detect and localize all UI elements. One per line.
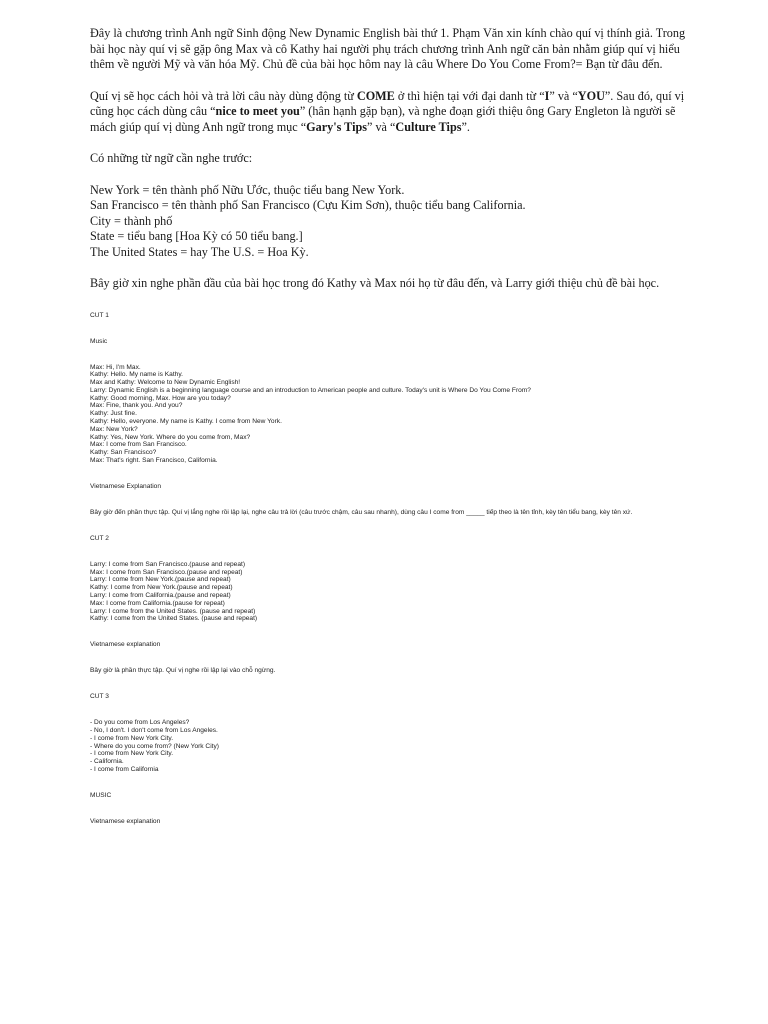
dialogue-line: - Do you come from Los Angeles?: [90, 719, 190, 727]
cut2-vietnamese-text: Bây giờ là phần thực tập. Quí vị nghe rồi lập lại vào chỗ ngừng.: [90, 667, 276, 675]
cut3-dialogue: [90, 719, 690, 774]
keyword-nice-to-meet-you: nice to meet you: [215, 104, 300, 118]
goals-text-k: ” và “: [367, 119, 396, 134]
dialogue-line: Larry: Dynamic English is a beginning language course and an introduction to American people and culture. Today's unit is Where Do You Come From?: [90, 386, 531, 394]
dialogue-line: Kathy: I come from the United States. (pause and repeat): [90, 615, 258, 623]
lesson-goals-paragraph: [90, 89, 690, 136]
dialogue-line: Max and Kathy: Welcome to New Dynamic English!: [90, 379, 241, 387]
dialogue-line: Larry: I come from the United States. (pause and repeat): [90, 607, 256, 615]
cut3-heading: CUT 3: [90, 693, 109, 701]
vocab-item: San Francisco = tên thành phố San Francisco (Cựu Kim Sơn), thuộc tiểu bang California.: [90, 198, 526, 212]
dialogue-line: Kathy: I come from New York.(pause and repeat): [90, 584, 233, 592]
cut2-vietnamese-heading: Vietnamese explanation: [90, 641, 161, 649]
dialogue-line: Larry: I come from New York.(pause and repeat): [90, 576, 231, 584]
vocab-item: City = thành phố: [90, 213, 173, 228]
keyword-garys-tips: Gary's Tips: [306, 119, 367, 134]
keyword-come: COME: [356, 88, 395, 103]
dialogue-line: - Where do you come from? (New York City): [90, 742, 219, 750]
dialogue-line: Kathy: Hello. My name is Kathy.: [90, 371, 183, 379]
keyword-culture-tips: Culture Tips: [395, 119, 462, 134]
cut1-vietnamese-heading: Vietnamese Explanation: [90, 482, 161, 490]
vocab-item: The United States = hay The U.S. = Hoa Kỳ.: [90, 244, 309, 259]
dialogue-line: - I come from California: [90, 766, 159, 774]
goals-text-i: ” (hân hạnh gặp bạn), và nghe đoạn giới thiệu ông Gary Engleton là người sẽ mách giúp quí vị dùng Anh ngữ trong mục “: [90, 104, 676, 134]
vocab-intro: Có những từ ngữ cần nghe trước:: [90, 151, 253, 165]
vocab-item: New York = tên thành phố Nữu Ước, thuộc tiểu bang New York.: [90, 182, 405, 197]
cut3-vietnamese-heading: Vietnamese explanation: [90, 817, 161, 825]
goals-text-m: ”.: [461, 119, 470, 134]
dialogue-line: Larry: I come from California.(pause and repeat): [90, 592, 231, 600]
dialogue-line: Max: I come from San Francisco.(pause and repeat): [90, 568, 243, 576]
dialogue-line: Max: I come from San Francisco.: [90, 441, 187, 449]
cut1-music-label: Music: [90, 337, 108, 345]
dialogue-line: Max: Hi, I'm Max.: [90, 363, 141, 371]
dialogue-line: Max: I come from California.(pause for repeat): [90, 599, 225, 607]
goals-text-c: ở thì hiện tại với đại danh từ “: [394, 88, 545, 103]
intro-paragraph: Đây là chương trình Anh ngữ Sinh động New Dynamic English bài thứ 1. Phạm Văn xin kính chào quí vị thính giả. Trong bài học này quí vị sẽ gặp ông Max và cô Kathy hai người phụ trách chương trình Anh ngữ căn bản nhằm giúp quí vị hiểu thêm về người Mỹ và văn hóa Mỹ. Chủ đề của bài học hôm nay là câu Where Do You Come From?= Bạn từ đâu đến.: [90, 26, 686, 71]
vocab-list: [90, 183, 690, 261]
cut1-heading: CUT 1: [90, 311, 109, 319]
cut2-heading: CUT 2: [90, 534, 109, 542]
dialogue-line: Kathy: Just fine.: [90, 410, 137, 418]
document-page: [90, 26, 690, 826]
cut1-vietnamese-text: Bây giờ đến phần thực tập. Quí vị lắng nghe rồi lập lại, nghe câu trả lời (câu trước chậm, câu sau nhanh), dùng câu I come from _____ tiếp theo là tên tỉnh, kèy tên tiểu bang, kèy tên xứ.: [90, 508, 633, 516]
listen-intro-paragraph: Bây giờ xin nghe phần đầu của bài học trong đó Kathy và Max nói họ từ đâu đến, và Larry giới thiệu chủ đề bài học.: [90, 276, 660, 290]
vocab-item: State = tiểu bang [Hoa Kỳ có 50 tiểu bang.]: [90, 229, 303, 243]
goals-text-e: ” và “: [549, 88, 578, 103]
dialogue-line: Max: New York?: [90, 425, 138, 433]
dialogue-line: Kathy: San Francisco?: [90, 449, 157, 457]
dialogue-line: Max: That's right. San Francisco, California.: [90, 457, 218, 465]
cut2-dialogue: [90, 561, 690, 623]
goals-text-g: ”. Sau đó, quí vị cũng học cách dùng câu “: [90, 88, 685, 118]
dialogue-line: Kathy: Hello, everyone. My name is Kathy. I come from New York.: [90, 418, 282, 426]
dialogue-line: - I come from New York City.: [90, 734, 174, 742]
keyword-i: I: [544, 88, 550, 103]
cut1-dialogue: [90, 364, 690, 465]
dialogue-line: Max: Fine, thank you. And you?: [90, 402, 183, 410]
dialogue-line: - I come from New York City.: [90, 750, 174, 758]
dialogue-line: Larry: I come from San Francisco.(pause and repeat): [90, 560, 246, 568]
goals-text-a: Quí vị sẽ học cách hỏi và trả lời câu này dùng động từ: [90, 88, 357, 103]
cut3-music-label: MUSIC: [90, 791, 112, 799]
dialogue-line: - No, I don't. I don't come from Los Angeles.: [90, 727, 218, 735]
dialogue-line: - California.: [90, 758, 124, 766]
dialogue-line: Kathy: Good morning, Max. How are you today?: [90, 394, 231, 402]
dialogue-line: Kathy: Yes, New York. Where do you come from, Max?: [90, 433, 251, 441]
keyword-you: YOU: [577, 88, 605, 103]
